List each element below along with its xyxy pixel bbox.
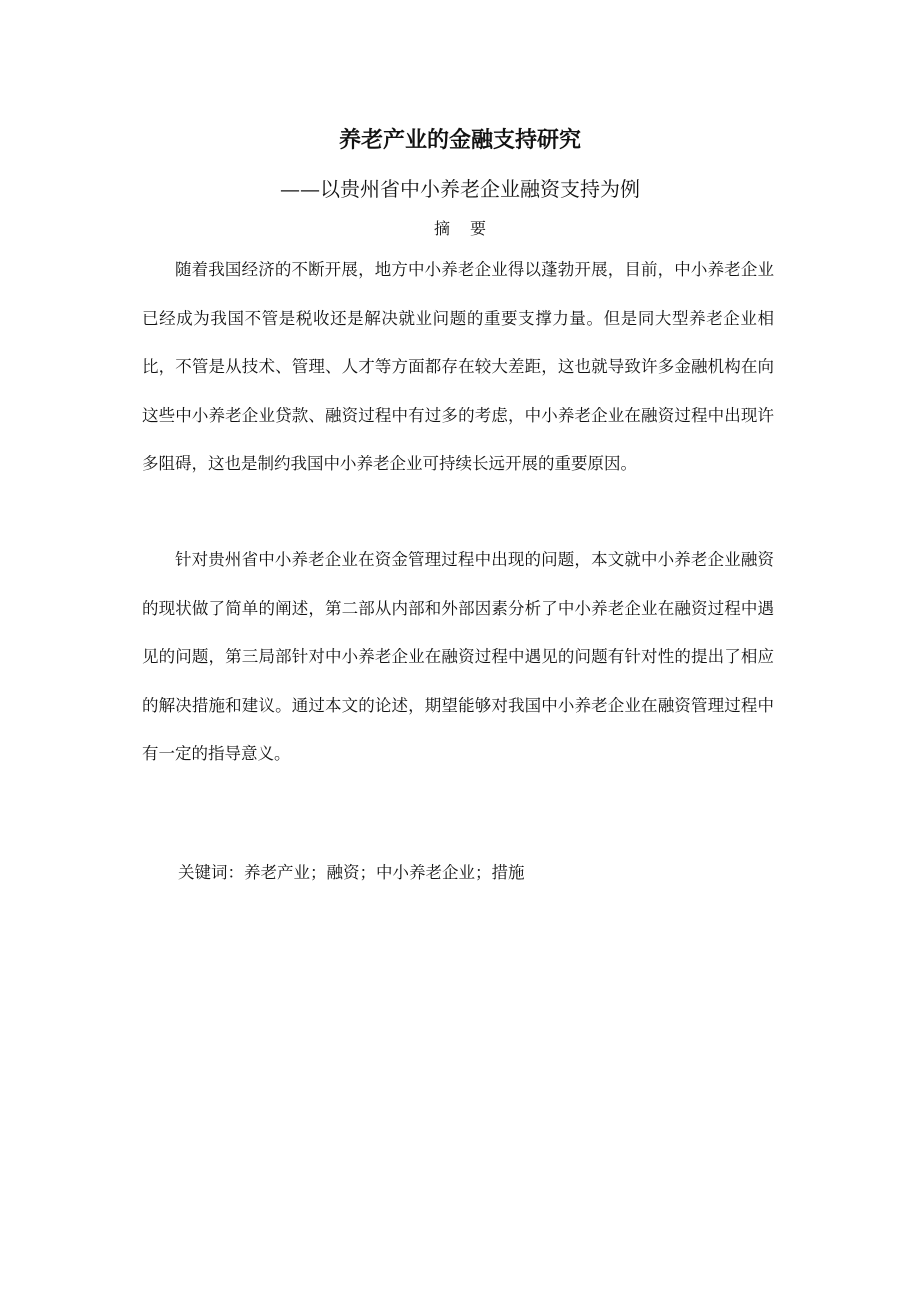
- abstract-heading-char-1: 摘: [433, 219, 450, 238]
- abstract-heading-char-2: 要: [470, 219, 487, 238]
- keywords-line: 关键词：养老产业；融资；中小养老企业；措施: [178, 863, 525, 882]
- abstract-heading: [0, 215, 920, 243]
- document-subtitle: ——以贵州省中小养老企业融资支持为例: [280, 177, 640, 201]
- document-title: 养老产业的金融支持研究: [338, 128, 581, 153]
- abstract-paragraph-2: 针对贵州省中小养老企业在资金管理过程中出现的问题，本文就中小养老企业融资的现状做了简单的阐述，第二部从内部和外部因素分析了中小养老企业在融资过程中遇见的问题，第三局部针对中小养老企业在融资过程中遇见的问题有针对性的提出了相应的解决措施和建议。通过本文的论述，期望能够对我国中小养老企业在融资管理过程中有一定的指导意义。: [142, 550, 774, 764]
- abstract-paragraph-1: 随着我国经济的不断开展，地方中小养老企业得以蓬勃开展，目前，中小养老企业已经成为我国不管是税收还是解决就业问题的重要支撑力量。但是同大型养老企业相比，不管是从技术、管理、人才等方面都存在较大差距，这也就导致许多金融机构在向这些中小养老企业贷款、融资过程中有过多的考虑，中小养老企业在融资过程中出现许多阻碍，这也是制约我国中小养老企业可持续长远开展的重要原因。: [142, 260, 774, 474]
